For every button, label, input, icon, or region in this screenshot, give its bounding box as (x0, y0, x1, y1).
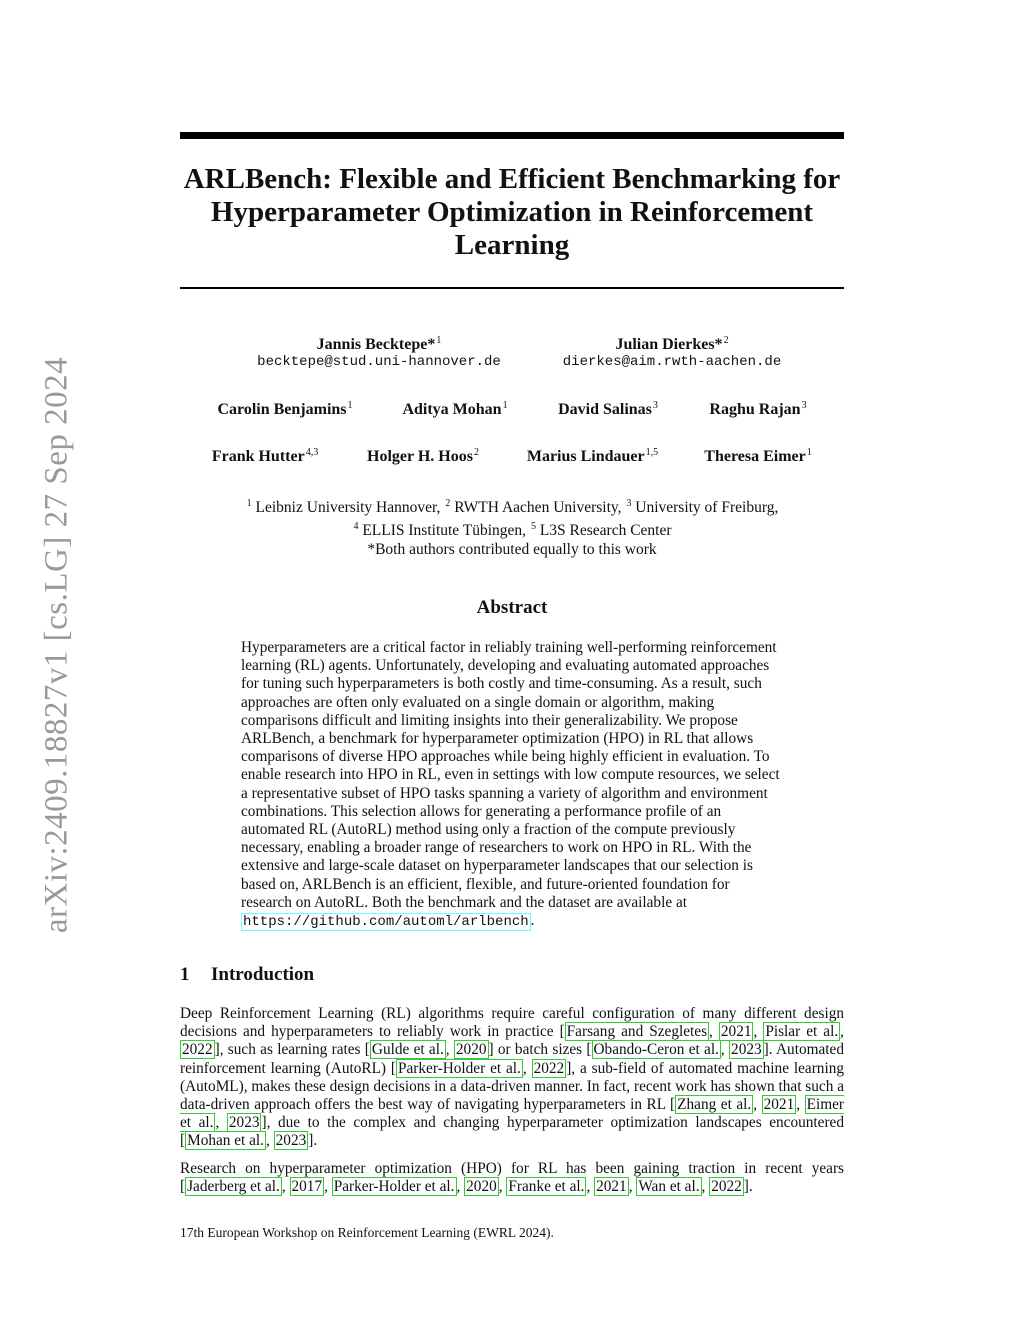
title-top-rule (180, 132, 844, 139)
citation-link[interactable]: Wan et al. (638, 1178, 700, 1196)
abstract-heading: Abstract (476, 597, 548, 618)
citation-link[interactable]: 2021 (763, 1096, 795, 1114)
citation-link[interactable]: 2022 (711, 1178, 742, 1196)
citation-link[interactable]: 2022 (182, 1041, 213, 1059)
citation-link[interactable]: Obando-Ceron et al. (593, 1041, 719, 1059)
affiliations (180, 494, 844, 559)
intro-paragraph-1: Deep Reinforcement Learning (RL) algorithms require careful configuration of many different design decisions and hyperparameters to reliably work in practice [ Farsang and Szegletes , 2021 , Pislar et al. , 2022 ], such as learning rates [ Gulde et al. , 2020 ] or batch sizes [ Obando-Ceron et al. , 2023 ]. Automated reinforcement learning (AutoRL) [ Parker-Holder et al. , 2022 ], a sub-field of automated machine learning (AutoML), makes these design decisions in a data-driven manner. In fact, recent work has shown that such a data-driven approach offers the best way of navigating hyperparameters in RL [ Zhang et al. , 2021 , Eimer et al. , 2023 ], due to the complex and changing hyperparameter optimization landscapes encountered [ Mohan et al. , 2023 ]. (180, 1005, 844, 1150)
section-title: Introduction (211, 964, 315, 985)
citation-link[interactable]: 2021 (720, 1023, 752, 1041)
paper-title (180, 163, 844, 262)
citation-link[interactable]: Pislar et al. (765, 1023, 839, 1041)
author: David Salinas$^3$ (558, 400, 658, 418)
citation-link[interactable]: Zhang et al. (677, 1096, 752, 1114)
citation-link[interactable]: Farsang and Szegletes (566, 1023, 708, 1041)
equal-contribution-note: *Both authors contributed equally to this work (367, 541, 657, 558)
abstract-body: Hyperparameters are a critical factor in reliably training well-performing reinforcement learning (RL) agents. Unfortunately, developing and evaluating automated approaches for tuning such hyperparameters is both costly and time-consuming. As a result, such approaches are often only evaluated on a single domain or algorithm, making comparisons difficult and limiting insights into their generalizability. We propose ARLBench, a benchmark for hyperparameter optimization (HPO) in RL that allows comparisons of diverse HPO approaches while being highly efficient in evaluation. To enable research into HPO in RL, even in settings with low compute resources, we select a representative subset of HPO tasks spanning a variety of algorithm and environment combinations. This selection allows for generating a performance profile of an automated RL (AutoRL) method using only a fraction of the compute previously necessary, enabling a broader range of researchers to work on HPO in RL. With the extensive and large-scale dataset on hyperparameter landscapes that our selection is based on, ARLBench is an efficient, flexible, and future-oriented foundation for research on AutoRL. Both the benchmark and the dataset are available at https://github.com/automl/arlbench . (241, 639, 780, 931)
author-email[interactable]: becktepe@stud.uni-hannover.de (257, 354, 501, 370)
citation-link[interactable]: 2021 (596, 1178, 627, 1196)
author: Frank Hutter$^{4,3}$ (211, 447, 319, 465)
title-line: ARLBench: Flexible and Efficient Benchmarking for (183, 163, 841, 195)
citation-link[interactable]: 2023 (275, 1132, 307, 1150)
citation-link[interactable]: Jaderberg et al. (187, 1178, 280, 1196)
title-bottom-rule (180, 287, 844, 289)
author: Jannis Becktepe*$^1$ (316, 335, 442, 353)
citation-link[interactable]: Mohan et al. (187, 1132, 264, 1150)
affiliation-line: $^4$ ELLIS Institute Tübingen, $^5$ L3S Research Center (353, 521, 672, 539)
abstract-text: Hyperparameters are a critical factor in reliably training well-performing reinforcement learning (RL) agents. Unfortunately, developing and evaluating automated approaches for tuning such hyperparameters is both costly and time-consuming. As a result, such approaches are often only evaluated on a single domain or algorithm, making comparisons difficult and limiting insights into their generalizability. We propose ARLBench, a benchmark for hyperparameter optimization (HPO) in RL that allows comparisons of diverse HPO approaches while being highly efficient in evaluation. To enable research into HPO in RL, even in settings with low compute resources, we select a representative subset of HPO tasks spanning a variety of algorithm and environment combinations. This selection allows for generating a performance profile of an automated RL (AutoRL) method using only a fraction of the compute previously necessary, enabling a broader range of researchers to work on HPO in RL. With the extensive and large-scale dataset on hyperparameter landscapes that our selection is based on, ARLBench is an efficient, flexible, and future-oriented foundation for research on AutoRL. Both the benchmark and the dataset are available at (241, 639, 780, 911)
venue-footnote: 17th European Workshop on Reinforcement Learning (EWRL 2024). (180, 1225, 554, 1240)
title-line: Hyperparameter Optimization in Reinforcement (210, 196, 814, 228)
author: Marius Lindauer$^{1,5}$ (526, 447, 659, 465)
intro-paragraph-2: Research on hyperparameter optimization (HPO) for RL has been gaining traction in recent years [ Jaderberg et al. , 2017 , Parker-Holder et al. , 2020 , Franke et al. , 2021 , Wan et al. , 2022 ]. (180, 1160, 844, 1196)
section-number: 1 (180, 964, 190, 985)
citation-link[interactable]: 2017 (291, 1178, 323, 1196)
citation-link[interactable]: 2020 (455, 1041, 487, 1059)
citation-link[interactable]: Eimer et al. (180, 1096, 844, 1132)
citation-link[interactable]: 2023 (731, 1041, 762, 1059)
citation-link[interactable]: Parker-Holder et al. (398, 1059, 521, 1077)
title-line: Learning (454, 229, 570, 261)
author: Holger H. Hoos$^2$ (367, 447, 479, 465)
citation-link[interactable]: Gulde et al. (371, 1041, 444, 1059)
author: Theresa Eimer$^1$ (704, 447, 812, 465)
citation-link[interactable]: 2022 (533, 1059, 565, 1077)
citation-link[interactable]: 2023 (228, 1114, 260, 1132)
author-email[interactable]: dierkes@aim.rwth-aachen.de (562, 354, 782, 370)
github-link[interactable]: https://github.com/automl/arlbench (243, 914, 529, 931)
citation-link[interactable]: Parker-Holder et al. (333, 1178, 455, 1196)
author: Raghu Rajan$^3$ (709, 400, 807, 418)
section-heading (180, 964, 314, 986)
affiliation-line: $^1$ Leibniz University Hannover, $^2$ RWTH Aachen University, $^3$ University of Freiburg, (246, 498, 779, 516)
author: Carolin Benjamins$^1$ (217, 400, 353, 418)
citation-link[interactable]: Franke et al. (508, 1178, 585, 1196)
author: Julian Dierkes*$^2$ (615, 335, 729, 353)
arxiv-identifier: arXiv:2409.18827v1 [cs.LG] 27 Sep 2024 (38, 356, 75, 934)
citation-link[interactable]: 2020 (466, 1178, 497, 1196)
author: Aditya Mohan$^1$ (402, 400, 508, 418)
